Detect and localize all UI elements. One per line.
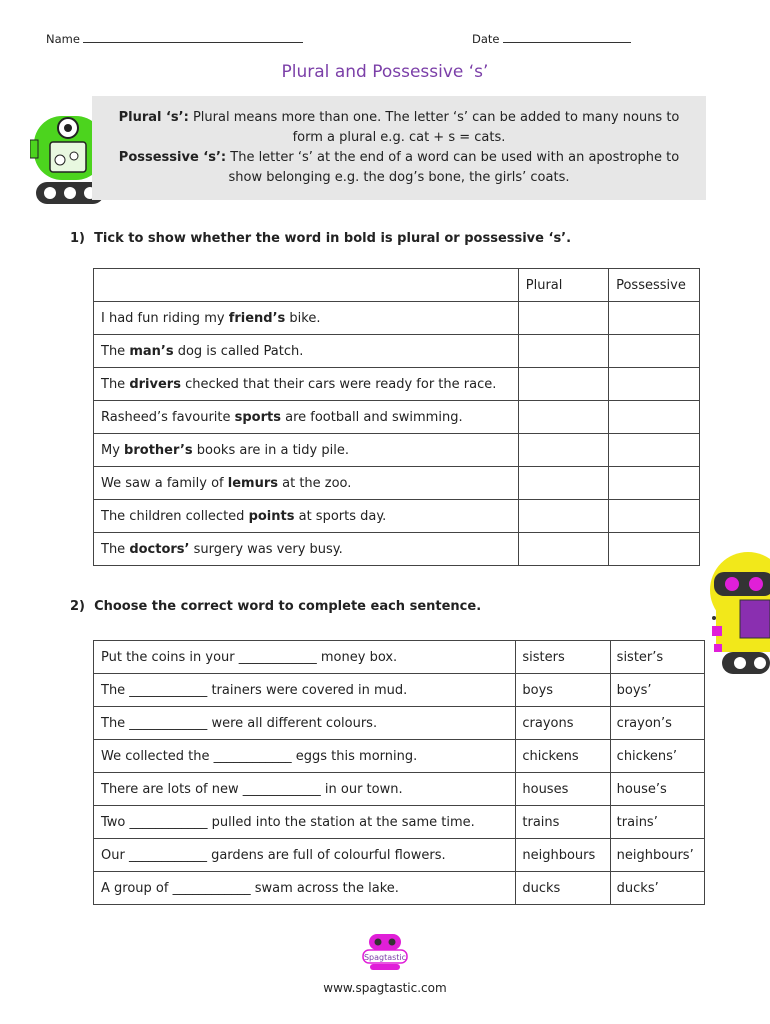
table-row	[94, 500, 700, 533]
bold-word: friend’s	[228, 310, 286, 326]
plural-term: Plural ‘s’:	[118, 110, 189, 125]
question-1	[70, 231, 571, 246]
sentence-cell	[94, 335, 519, 368]
option-possessive[interactable]: crayon’s	[610, 707, 704, 740]
question-2	[70, 599, 481, 614]
bold-word: points	[248, 508, 295, 524]
option-plural[interactable]: houses	[516, 773, 610, 806]
table-row	[94, 740, 705, 773]
footer-url[interactable]: www.spagtastic.com	[323, 981, 447, 995]
option-plural[interactable]: crayons	[516, 707, 610, 740]
page-title: Plural and Possessive ‘s’	[281, 62, 489, 82]
option-possessive[interactable]: boys’	[610, 674, 704, 707]
plural-tick-box[interactable]	[518, 434, 608, 467]
header-possessive: Possessive	[609, 269, 700, 302]
sentence-text: Rasheed’s favourite	[101, 409, 235, 425]
plural-tick-box[interactable]	[518, 500, 608, 533]
table-row	[94, 467, 700, 500]
question-1-instruction: Tick to show whether the word in bold is plural or possessive ‘s’.	[94, 231, 572, 246]
table-row	[94, 872, 705, 905]
sentence-cell: Two ____________ pulled into the station at the same time.	[94, 806, 516, 839]
yellow-robot-icon	[700, 552, 770, 676]
sentence-cell: A group of ____________ swam across the lake.	[94, 872, 516, 905]
name-field	[46, 31, 303, 46]
possessive-term: Possessive ‘s’:	[118, 150, 227, 165]
table-row	[94, 434, 700, 467]
sentence-cell	[94, 368, 519, 401]
possessive-tick-box[interactable]	[609, 401, 700, 434]
sentence-text: The	[101, 376, 130, 392]
option-plural[interactable]: ducks	[516, 872, 610, 905]
sentence-text: I had fun riding my	[101, 310, 229, 326]
header-empty-cell	[94, 269, 519, 302]
sentence-cell	[94, 401, 519, 434]
question-1-number: 1)	[70, 231, 85, 246]
table-row	[94, 674, 705, 707]
definition-box	[92, 96, 706, 200]
plural-tick-box[interactable]	[518, 401, 608, 434]
table-header-row	[94, 269, 700, 302]
option-possessive[interactable]: chickens’	[610, 740, 704, 773]
sentence-text: books are in a tidy pile.	[192, 442, 349, 458]
possessive-tick-box[interactable]	[609, 434, 700, 467]
table-row	[94, 839, 705, 872]
sentence-text: The children collected	[101, 508, 249, 524]
bold-word: lemurs	[227, 475, 278, 491]
option-possessive[interactable]: sister’s	[610, 641, 704, 674]
question-2-instruction: Choose the correct word to complete each sentence.	[94, 599, 482, 614]
possessive-text-2: show belonging e.g. the dog’s bone, the girls’ coats.	[228, 170, 570, 185]
plural-tick-box[interactable]	[518, 302, 608, 335]
date-blank[interactable]	[503, 31, 631, 43]
possessive-text-1: The letter ‘s’ at the end of a word can be used with an apostrophe to	[226, 150, 680, 165]
table-row	[94, 773, 705, 806]
sentence-cell: Our ____________ gardens are full of colourful flowers.	[94, 839, 516, 872]
option-plural[interactable]: boys	[516, 674, 610, 707]
table-row	[94, 302, 700, 335]
sentence-cell	[94, 434, 519, 467]
option-plural[interactable]: sisters	[516, 641, 610, 674]
name-blank[interactable]	[83, 31, 303, 43]
name-label: Name	[46, 32, 80, 46]
sentence-cell	[94, 533, 519, 566]
sentence-text: My	[101, 442, 125, 458]
sentence-text: We saw a family of	[101, 475, 228, 491]
table-row	[94, 368, 700, 401]
sentence-cell	[94, 500, 519, 533]
plural-tick-box[interactable]	[518, 335, 608, 368]
sentence-text: are football and swimming.	[280, 409, 463, 425]
table-row	[94, 533, 700, 566]
sentence-text: checked that their cars were ready for the race.	[180, 376, 497, 392]
sentence-text: The	[101, 343, 130, 359]
sentence-cell: The ____________ trainers were covered in mud.	[94, 674, 516, 707]
option-plural[interactable]: neighbours	[516, 839, 610, 872]
possessive-tick-box[interactable]	[609, 335, 700, 368]
plural-possessive-table	[93, 268, 700, 566]
option-plural[interactable]: chickens	[516, 740, 610, 773]
option-possessive[interactable]: neighbours’	[610, 839, 704, 872]
question-2-number: 2)	[70, 599, 85, 614]
sentence-cell	[94, 467, 519, 500]
sentence-cell: We collected the ____________ eggs this morning.	[94, 740, 516, 773]
spagtastic-logo	[360, 932, 410, 972]
sentence-cell	[94, 302, 519, 335]
table-row	[94, 335, 700, 368]
option-plural[interactable]: trains	[516, 806, 610, 839]
option-possessive[interactable]: trains’	[610, 806, 704, 839]
sentence-text: at the zoo.	[277, 475, 352, 491]
sentence-cell: Put the coins in your ____________ money box.	[94, 641, 516, 674]
plural-tick-box[interactable]	[518, 533, 608, 566]
plural-text-1: Plural means more than one. The letter ‘s’ can be added to many nouns to	[188, 110, 680, 125]
sentence-text: surgery was very busy.	[189, 541, 343, 557]
plural-tick-box[interactable]	[518, 368, 608, 401]
table-row	[94, 707, 705, 740]
option-possessive[interactable]: ducks’	[610, 872, 704, 905]
sentence-text: bike.	[285, 310, 321, 326]
table-row	[94, 401, 700, 434]
sentence-text: at sports day.	[294, 508, 387, 524]
date-field	[472, 31, 631, 46]
date-label: Date	[472, 32, 500, 46]
logo-text: Spagtastic	[363, 953, 407, 962]
bold-word: sports	[234, 409, 281, 425]
choose-word-table	[93, 640, 705, 905]
table-row	[94, 806, 705, 839]
option-possessive[interactable]: house’s	[610, 773, 704, 806]
sentence-cell: The ____________ were all different colours.	[94, 707, 516, 740]
plural-text-2: form a plural e.g. cat + s = cats.	[292, 130, 506, 145]
possessive-tick-box[interactable]	[609, 500, 700, 533]
sentence-text: dog is called Patch.	[173, 343, 304, 359]
possessive-tick-box[interactable]	[609, 368, 700, 401]
possessive-tick-box[interactable]	[609, 533, 700, 566]
table-row	[94, 641, 705, 674]
bold-word: brother’s	[124, 442, 193, 458]
sentence-cell: There are lots of new ____________ in our town.	[94, 773, 516, 806]
bold-word: doctors’	[129, 541, 190, 557]
bold-word: man’s	[129, 343, 174, 359]
bold-word: drivers	[129, 376, 181, 392]
header-plural: Plural	[518, 269, 608, 302]
plural-tick-box[interactable]	[518, 467, 608, 500]
possessive-tick-box[interactable]	[609, 302, 700, 335]
sentence-text: The	[101, 541, 130, 557]
possessive-tick-box[interactable]	[609, 467, 700, 500]
